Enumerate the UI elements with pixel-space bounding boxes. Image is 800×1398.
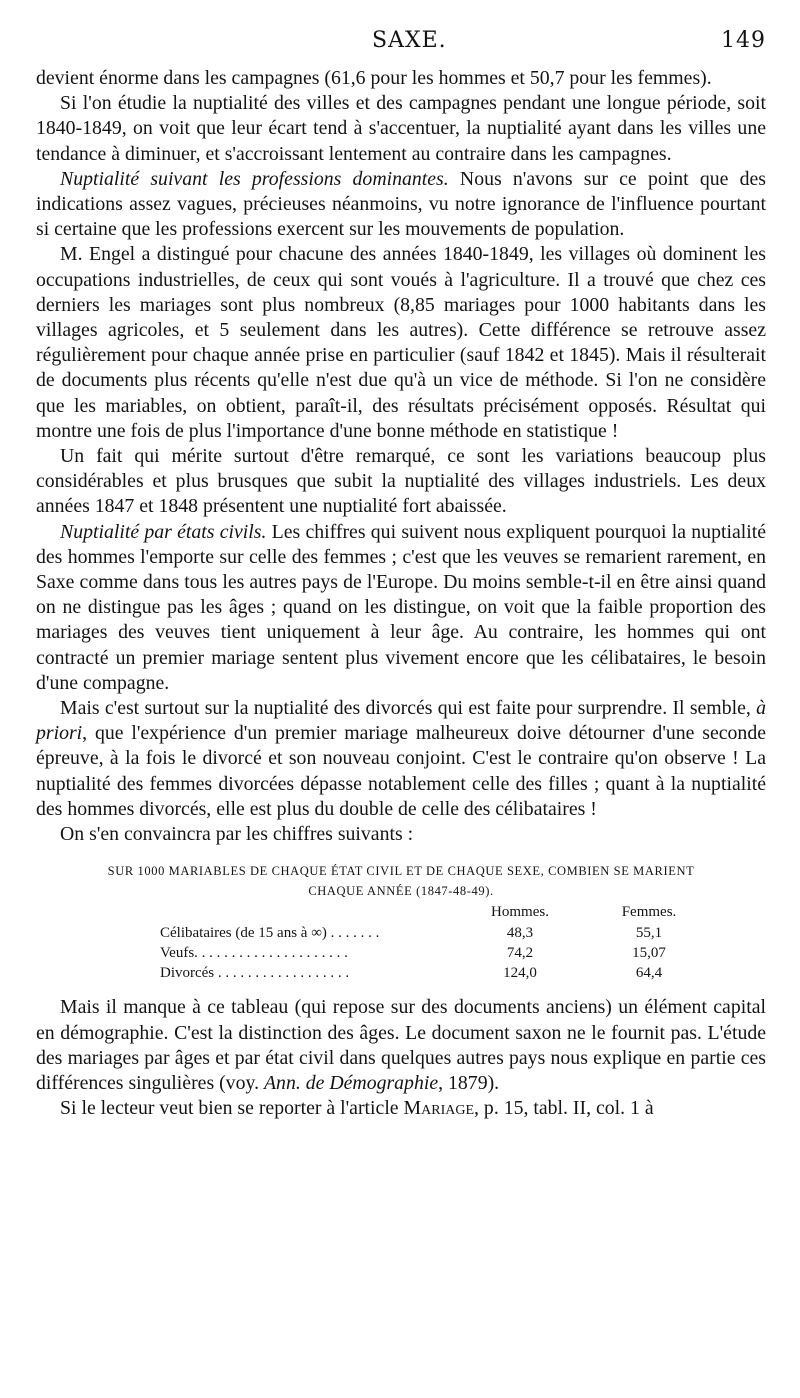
table-header-row: [160, 901, 718, 923]
paragraph: Si l'on étudie la nuptialité des villes et des campagnes pendant une longue période, soit 1840-1849, on voit que leur écart tend à s'accentuer, la nuptialité ayant dans les villes une tendance à diminuer, et s'accroissant lentement au contraire dans les campagnes.: [36, 92, 766, 165]
table-title-line: SUR 1000 MARIABLES DE CHAQUE ÉTAT CIVIL ET DE CHAQUE SEXE, COMBIEN SE MARIENT: [107, 864, 695, 879]
row-label-text: Divorcés: [160, 965, 215, 982]
dot-leader: . . . . . . .: [326, 925, 380, 942]
page-number: 149: [721, 28, 766, 53]
dot-leader: . . . . . . . . . . . . . . . . . . . . .: [194, 945, 348, 962]
paragraph-text: Si le lecteur veut bien se reporter à l'article: [60, 1097, 404, 1120]
table-title: [36, 861, 766, 901]
section-heading: Nuptialité par états civils.: [60, 520, 267, 543]
italic-term: à priori: [36, 697, 766, 745]
paragraph-text: , 1879).: [438, 1071, 500, 1094]
paragraph: [36, 1096, 766, 1121]
paragraph: On s'en convaincra par les chiffres suivants :: [60, 823, 414, 846]
article-reference: Mariage: [403, 1097, 475, 1120]
row-label-text: Veufs: [160, 945, 195, 962]
paragraph-text: Mais c'est surtout sur la nuptialité des divorcés qui est faite pour surprendre. Il semble,: [60, 697, 757, 720]
paragraph: devient énorme dans les campagnes (61,6 pour les hommes et 50,7 pour les femmes).: [36, 67, 712, 89]
body-text: [36, 66, 766, 847]
column-header-women: Femmes.: [621, 904, 677, 921]
row-label: [160, 943, 460, 963]
dot-leader: . . . . . . . . . . . . . . . . . .: [214, 965, 350, 982]
nuptiality-table: [160, 901, 718, 983]
row-label: [160, 963, 460, 983]
paragraph-text: Les chiffres qui suivent nous expliquent pourquoi la nuptialité des hommes l'emporte sur celle des femmes ; c'est que les veuves se remarient rarement, en Saxe comme dans tous les autres pays de l'Europe. Du moins semble-t-il en être ainsi quand on ne distingue pas les âges ; quand on les distingue, on voit que la faible proportion des mariages des veuves tient uniquement à leur âge. Au contraire, les hommes qui ont contracté un premier mariage sentent plus vivement encore que les célibataires, le besoin d'une compagne.: [36, 520, 766, 694]
men-value: 48,3: [506, 925, 534, 942]
body-text-continued: [36, 995, 766, 1121]
journal-title: Ann. de Démographie: [263, 1071, 439, 1094]
paragraph: [36, 520, 766, 696]
page: [36, 28, 766, 1121]
table-row: [160, 923, 718, 943]
statistics-table-block: [36, 861, 766, 983]
women-value: 64,4: [635, 965, 663, 982]
table-row: [160, 963, 718, 983]
paragraph: Un fait qui mérite surtout d'être remarqué, ce sont les variations beaucoup plus considérables et plus brusques que subit la nuptialité des villages industriels. Les deux années 1847 et 1848 présentent une nuptialité fort abaissée.: [36, 445, 766, 518]
row-label: [160, 923, 460, 943]
column-header-men: Hommes.: [491, 904, 549, 921]
men-value: 124,0: [503, 965, 537, 982]
paragraph: [36, 995, 766, 1096]
paragraph: M. Engel a distingué pour chacune des années 1840-1849, les villages où dominent les occupations industrielles, de ceux qui sont voués à l'agriculture. Il a trouvé que chez ces derniers les mariages sont plus nombreux (8,85 mariages pour 1000 habitants dans les villages agricoles, et 5 seulement dans les autres). Cette différence se retrouve assez régulièrement pour chaque année prise en particulier (sauf 1842 et 1845). Mais il résulterait de documents plus récents qu'elle n'est due qu'à un vice de méthode. Si l'on ne considère que les mariables, on obtient, paraît-il, des résultats précisément opposés. Résultat qui montre une fois de plus l'importance d'une bonne méthode en statistique !: [36, 243, 766, 442]
table-row: [160, 943, 718, 963]
paragraph-text: Mais il manque à ce tableau (qui repose sur des documents anciens) un élément capital en démographie. C'est la distinction des âges. Le document saxon ne le fournit pas. L'étude des mariages par âges et par état civil dans quelques autres pays nous explique en partie ces différences singulières (voy.: [36, 996, 766, 1094]
paragraph-text: , que l'expérience d'un premier mariage malheureux doive détourner d'une seconde épreuve, à la fois le divorcé et son nouveau conjoint. C'est le contraire qu'on observe ! La nuptialité des femmes divorcées dépasse notablement celle des filles ; quant à la nuptialité des hommes divorcés, elle est plus du double de celle des célibataires !: [36, 722, 766, 820]
paragraph-text: Nous n'avons sur ce point que des indications assez vagues, précieuses néanmoins, vu notre ignorance de l'influence pourtant si certaine que les professions exercent sur les mouvements de population.: [36, 167, 766, 241]
paragraph: [36, 167, 766, 243]
table-header-empty: [160, 901, 460, 923]
women-value: 55,1: [635, 925, 663, 942]
paragraph-text: , p. 15, tabl. II, col. 1 à: [474, 1097, 654, 1120]
section-heading: Nuptialité suivant les professions dominantes.: [60, 167, 449, 190]
men-value: 74,2: [506, 945, 534, 962]
table-title-line: CHAQUE ANNÉE (1847-48-49).: [308, 884, 494, 899]
running-header: [36, 28, 766, 54]
women-value: 15,07: [632, 945, 666, 962]
running-title: SAXE.: [372, 28, 447, 53]
paragraph: [36, 696, 766, 822]
row-label-text: Célibataires (de 15 ans à ∞): [160, 925, 327, 942]
